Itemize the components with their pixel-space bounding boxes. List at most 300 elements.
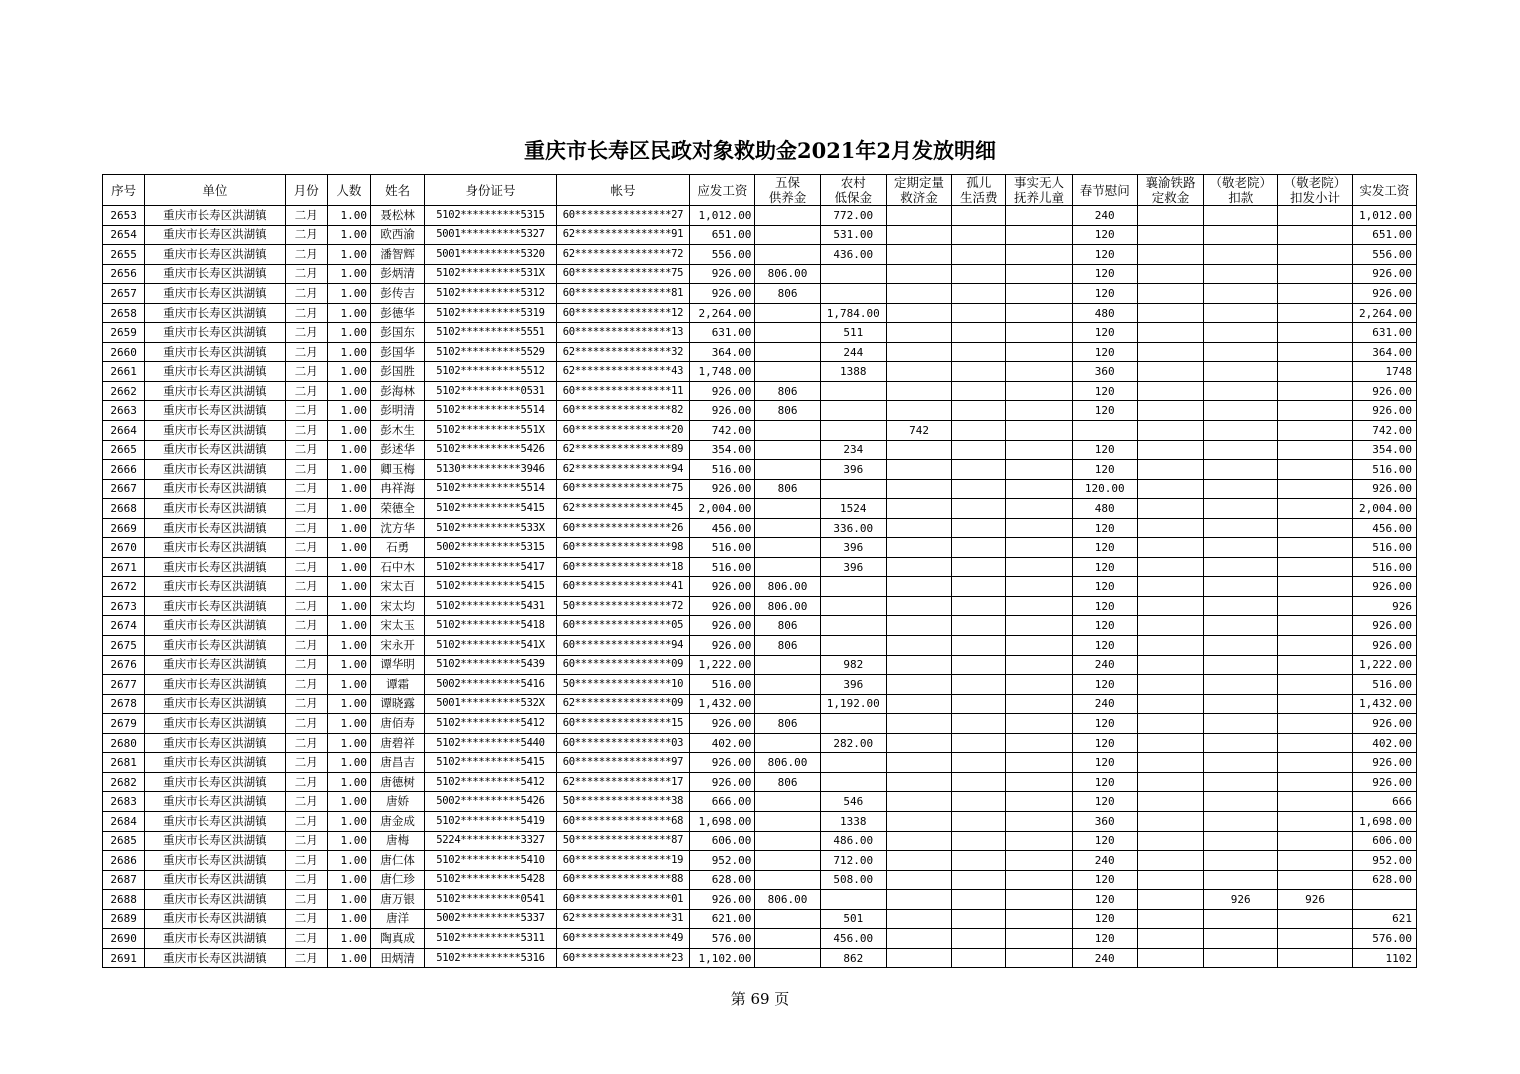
table-cell: [952, 479, 1006, 499]
table-cell: 1.00: [327, 381, 370, 401]
table-cell: [1006, 401, 1072, 421]
table-cell: [1278, 948, 1352, 968]
table-cell: 重庆市长寿区洪湖镇: [145, 362, 286, 382]
table-cell: 唐仁珍: [371, 870, 425, 890]
table-cell: [755, 303, 820, 323]
table-cell: 651.00: [690, 225, 755, 245]
table-cell: 二月: [285, 518, 327, 538]
table-cell: 862: [820, 948, 886, 968]
table-row: [103, 792, 1417, 812]
table-cell: 宋太玉: [371, 616, 425, 636]
table-cell: 唐昌吉: [371, 753, 425, 773]
table-cell: 谭华明: [371, 655, 425, 675]
table-cell: 60****************97: [556, 753, 690, 773]
relief-fund-table: [102, 174, 1417, 968]
table-row: [103, 342, 1417, 362]
table-cell: 60****************20: [556, 421, 690, 441]
table-cell: 60****************18: [556, 557, 690, 577]
table-cell: [1204, 401, 1278, 421]
table-cell: 50****************38: [556, 792, 690, 812]
table-cell: [1278, 596, 1352, 616]
table-cell: 5102**********5514: [425, 401, 557, 421]
table-cell: 1.00: [327, 225, 370, 245]
table-cell: 982: [820, 655, 886, 675]
table-cell: 1,222.00: [1352, 655, 1416, 675]
table-cell: 806: [755, 772, 820, 792]
table-cell: 二月: [285, 753, 327, 773]
table-cell: [1006, 772, 1072, 792]
table-cell: [952, 460, 1006, 480]
table-cell: 1.00: [327, 948, 370, 968]
table-cell: 240: [1072, 694, 1137, 714]
table-cell: 重庆市长寿区洪湖镇: [145, 909, 286, 929]
table-cell: 120: [1072, 636, 1137, 656]
table-cell: 5102**********5428: [425, 870, 557, 890]
table-cell: 240: [1072, 655, 1137, 675]
table-cell: 二月: [285, 460, 327, 480]
table-cell: 荣德全: [371, 499, 425, 519]
table-cell: [1204, 929, 1278, 949]
table-cell: 重庆市长寿区洪湖镇: [145, 264, 286, 284]
table-cell: [1278, 381, 1352, 401]
table-row: [103, 733, 1417, 753]
table-cell: [1137, 284, 1203, 304]
table-cell: 621: [1352, 909, 1416, 929]
table-cell: 1,698.00: [1352, 811, 1416, 831]
table-cell: [1278, 714, 1352, 734]
table-row: [103, 499, 1417, 519]
table-cell: 516.00: [1352, 538, 1416, 558]
table-cell: 2685: [103, 831, 145, 851]
table-cell: [1278, 421, 1352, 441]
table-cell: 234: [820, 440, 886, 460]
table-cell: [952, 811, 1006, 831]
table-cell: 1388: [820, 362, 886, 382]
table-cell: [1278, 342, 1352, 362]
table-cell: 926.00: [1352, 616, 1416, 636]
table-cell: 806: [755, 381, 820, 401]
table-cell: 1.00: [327, 890, 370, 910]
table-cell: [886, 929, 951, 949]
table-cell: [1137, 401, 1203, 421]
table-row: [103, 362, 1417, 382]
table-cell: [1006, 323, 1072, 343]
table-cell: [1006, 636, 1072, 656]
table-cell: [1006, 245, 1072, 265]
table-cell: [952, 890, 1006, 910]
table-cell: 2665: [103, 440, 145, 460]
table-cell: 2656: [103, 264, 145, 284]
table-cell: 2674: [103, 616, 145, 636]
table-cell: 360: [1072, 362, 1137, 382]
table-cell: [952, 440, 1006, 460]
table-cell: [952, 636, 1006, 656]
table-cell: 1.00: [327, 792, 370, 812]
table-cell: [952, 694, 1006, 714]
table-cell: 二月: [285, 303, 327, 323]
column-header: 帐号: [556, 175, 690, 206]
table-cell: [1278, 440, 1352, 460]
table-cell: 60****************01: [556, 890, 690, 910]
table-cell: [1137, 206, 1203, 226]
table-cell: [1006, 225, 1072, 245]
table-cell: 宋太百: [371, 577, 425, 597]
table-cell: 1.00: [327, 421, 370, 441]
table-cell: 516.00: [1352, 557, 1416, 577]
table-cell: [755, 518, 820, 538]
table-cell: [886, 479, 951, 499]
table-cell: 1,102.00: [690, 948, 755, 968]
table-cell: 60****************94: [556, 636, 690, 656]
table-cell: 5102**********5415: [425, 499, 557, 519]
table-cell: 120: [1072, 890, 1137, 910]
column-header: 事实无人 抚养儿童: [1006, 175, 1072, 206]
table-cell: 240: [1072, 206, 1137, 226]
table-cell: [1204, 792, 1278, 812]
table-cell: [886, 557, 951, 577]
table-cell: [1137, 499, 1203, 519]
table-cell: [1137, 557, 1203, 577]
table-cell: [886, 440, 951, 460]
table-cell: 1338: [820, 811, 886, 831]
table-cell: 二月: [285, 440, 327, 460]
table-cell: 806: [755, 401, 820, 421]
table-cell: 120: [1072, 616, 1137, 636]
table-cell: 480: [1072, 499, 1137, 519]
table-cell: 2687: [103, 870, 145, 890]
table-cell: [1137, 577, 1203, 597]
table-cell: 5102**********5417: [425, 557, 557, 577]
table-cell: [755, 323, 820, 343]
table-cell: 5102**********531X: [425, 264, 557, 284]
table-cell: [755, 655, 820, 675]
table-cell: 396: [820, 675, 886, 695]
table-cell: 651.00: [1352, 225, 1416, 245]
table-cell: 2655: [103, 245, 145, 265]
table-cell: [820, 381, 886, 401]
table-cell: [886, 948, 951, 968]
table-cell: 重庆市长寿区洪湖镇: [145, 225, 286, 245]
table-cell: 聂松林: [371, 206, 425, 226]
column-header: 五保 供养金: [755, 175, 820, 206]
table-cell: 石勇: [371, 538, 425, 558]
table-cell: 402.00: [1352, 733, 1416, 753]
table-cell: [1204, 577, 1278, 597]
table-cell: [755, 811, 820, 831]
table-cell: [1137, 655, 1203, 675]
table-cell: 62****************91: [556, 225, 690, 245]
table-cell: 806.00: [755, 264, 820, 284]
table-cell: 唐仁体: [371, 851, 425, 871]
table-cell: 120: [1072, 772, 1137, 792]
table-cell: 742: [886, 421, 951, 441]
table-cell: 唐梅: [371, 831, 425, 851]
table-cell: 5130**********3946: [425, 460, 557, 480]
table-cell: 1.00: [327, 851, 370, 871]
table-cell: [886, 538, 951, 558]
table-cell: [1137, 870, 1203, 890]
table-cell: [820, 284, 886, 304]
table-cell: [1204, 733, 1278, 753]
table-cell: 谭晓露: [371, 694, 425, 714]
table-cell: 2,264.00: [690, 303, 755, 323]
table-cell: [1204, 460, 1278, 480]
table-cell: 1.00: [327, 401, 370, 421]
table-cell: 5102**********551X: [425, 421, 557, 441]
table-cell: 5224**********3327: [425, 831, 557, 851]
table-cell: [1006, 421, 1072, 441]
table-cell: 531.00: [820, 225, 886, 245]
table-cell: 沈方华: [371, 518, 425, 538]
table-cell: 重庆市长寿区洪湖镇: [145, 440, 286, 460]
table-cell: 240: [1072, 851, 1137, 871]
table-cell: [952, 323, 1006, 343]
table-cell: [1137, 264, 1203, 284]
table-row: [103, 811, 1417, 831]
table-cell: 60****************09: [556, 655, 690, 675]
table-cell: [1204, 831, 1278, 851]
table-cell: [1006, 264, 1072, 284]
table-cell: 重庆市长寿区洪湖镇: [145, 753, 286, 773]
table-cell: 1.00: [327, 675, 370, 695]
table-cell: 511: [820, 323, 886, 343]
table-row: [103, 460, 1417, 480]
table-cell: [1204, 206, 1278, 226]
table-cell: 二月: [285, 245, 327, 265]
table-cell: 480: [1072, 303, 1137, 323]
column-header: 身份证号: [425, 175, 557, 206]
table-cell: 重庆市长寿区洪湖镇: [145, 499, 286, 519]
table-cell: [820, 479, 886, 499]
table-cell: 354.00: [690, 440, 755, 460]
table-cell: 5102**********533X: [425, 518, 557, 538]
table-row: [103, 890, 1417, 910]
table-cell: 2677: [103, 675, 145, 695]
table-cell: 重庆市长寿区洪湖镇: [145, 694, 286, 714]
table-cell: 彭明清: [371, 401, 425, 421]
table-cell: [1137, 518, 1203, 538]
table-cell: 重庆市长寿区洪湖镇: [145, 811, 286, 831]
table-cell: 1.00: [327, 499, 370, 519]
table-cell: 2671: [103, 557, 145, 577]
table-cell: 5102**********5315: [425, 206, 557, 226]
table-cell: [952, 362, 1006, 382]
table-cell: 1.00: [327, 245, 370, 265]
table-cell: 806.00: [755, 753, 820, 773]
table-cell: [1137, 753, 1203, 773]
table-cell: 1,432.00: [1352, 694, 1416, 714]
table-cell: 2690: [103, 929, 145, 949]
table-cell: [1278, 733, 1352, 753]
table-cell: [755, 694, 820, 714]
table-cell: 2675: [103, 636, 145, 656]
table-cell: 二月: [285, 948, 327, 968]
table-cell: 1.00: [327, 733, 370, 753]
table-cell: 二月: [285, 557, 327, 577]
table-cell: [1137, 929, 1203, 949]
table-cell: [1278, 831, 1352, 851]
table-cell: [1278, 655, 1352, 675]
table-cell: [886, 655, 951, 675]
table-cell: 1.00: [327, 440, 370, 460]
table-cell: 二月: [285, 479, 327, 499]
table-cell: 2672: [103, 577, 145, 597]
table-row: [103, 323, 1417, 343]
table-cell: [1204, 264, 1278, 284]
table-row: [103, 206, 1417, 226]
table-cell: [886, 636, 951, 656]
column-header: 农村 低保金: [820, 175, 886, 206]
table-cell: 60****************82: [556, 401, 690, 421]
table-cell: [820, 577, 886, 597]
table-cell: 2,004.00: [1352, 499, 1416, 519]
table-cell: 606.00: [1352, 831, 1416, 851]
table-cell: 重庆市长寿区洪湖镇: [145, 616, 286, 636]
table-cell: [952, 909, 1006, 929]
table-cell: [952, 577, 1006, 597]
table-cell: [755, 831, 820, 851]
table-cell: 彭国东: [371, 323, 425, 343]
page-title: 重庆市长寿区民政对象救助金2021年2月发放明细: [523, 138, 997, 163]
table-cell: 重庆市长寿区洪湖镇: [145, 460, 286, 480]
table-cell: 5102**********0541: [425, 890, 557, 910]
table-cell: [886, 772, 951, 792]
table-cell: 彭国胜: [371, 362, 425, 382]
table-cell: [1204, 518, 1278, 538]
column-header: 人数: [327, 175, 370, 206]
table-cell: [952, 381, 1006, 401]
table-cell: [1006, 538, 1072, 558]
table-cell: 彭木生: [371, 421, 425, 441]
table-cell: [1204, 245, 1278, 265]
table-cell: 5102**********5440: [425, 733, 557, 753]
table-row: [103, 557, 1417, 577]
table-cell: [952, 499, 1006, 519]
table-cell: [1072, 421, 1137, 441]
table-cell: [952, 792, 1006, 812]
table-cell: [1137, 694, 1203, 714]
table-cell: [952, 225, 1006, 245]
table-cell: 1,012.00: [1352, 206, 1416, 226]
table-cell: 卿玉梅: [371, 460, 425, 480]
table-cell: [886, 518, 951, 538]
table-cell: 2683: [103, 792, 145, 812]
table-cell: 926.00: [690, 381, 755, 401]
table-cell: 772.00: [820, 206, 886, 226]
table-cell: [1204, 772, 1278, 792]
table-cell: 806: [755, 616, 820, 636]
table-row: [103, 772, 1417, 792]
table-cell: [1204, 381, 1278, 401]
table-cell: 二月: [285, 636, 327, 656]
table-cell: 2670: [103, 538, 145, 558]
table-cell: [1006, 890, 1072, 910]
table-cell: 5102**********5512: [425, 362, 557, 382]
table-cell: 120: [1072, 225, 1137, 245]
table-cell: 120: [1072, 792, 1137, 812]
table-cell: 5102**********5551: [425, 323, 557, 343]
table-cell: 556.00: [1352, 245, 1416, 265]
table-cell: [1137, 675, 1203, 695]
table-cell: 重庆市长寿区洪湖镇: [145, 323, 286, 343]
table-cell: 重庆市长寿区洪湖镇: [145, 557, 286, 577]
table-cell: 二月: [285, 909, 327, 929]
table-cell: [755, 538, 820, 558]
table-cell: [886, 909, 951, 929]
table-cell: [1204, 616, 1278, 636]
table-cell: [1204, 557, 1278, 577]
table-cell: [952, 655, 1006, 675]
table-cell: 2688: [103, 890, 145, 910]
table-cell: 二月: [285, 538, 327, 558]
table-cell: 二月: [285, 831, 327, 851]
table-cell: 120: [1072, 323, 1137, 343]
table-cell: [1278, 753, 1352, 773]
table-cell: 1.00: [327, 518, 370, 538]
table-cell: 62****************31: [556, 909, 690, 929]
table-cell: 二月: [285, 577, 327, 597]
table-cell: 重庆市长寿区洪湖镇: [145, 831, 286, 851]
table-cell: 712.00: [820, 851, 886, 871]
table-cell: [755, 851, 820, 871]
table-cell: 1.00: [327, 362, 370, 382]
table-cell: [1278, 851, 1352, 871]
table-cell: [755, 675, 820, 695]
table-cell: [755, 909, 820, 929]
table-cell: 5102**********5311: [425, 929, 557, 949]
table-cell: 516.00: [690, 538, 755, 558]
table-cell: 二月: [285, 811, 327, 831]
table-cell: 2669: [103, 518, 145, 538]
table-cell: 120: [1072, 675, 1137, 695]
table-cell: 彭述华: [371, 440, 425, 460]
table-cell: 重庆市长寿区洪湖镇: [145, 890, 286, 910]
table-cell: 2686: [103, 851, 145, 871]
table-row: [103, 381, 1417, 401]
table-row: [103, 284, 1417, 304]
table-cell: [886, 303, 951, 323]
table-cell: [952, 596, 1006, 616]
table-cell: [952, 284, 1006, 304]
table-cell: 1,698.00: [690, 811, 755, 831]
table-cell: 396: [820, 460, 886, 480]
table-cell: [1278, 694, 1352, 714]
table-cell: [1137, 811, 1203, 831]
table-cell: 508.00: [820, 870, 886, 890]
table-cell: [1204, 596, 1278, 616]
table-cell: 926.00: [690, 596, 755, 616]
table-cell: [1278, 362, 1352, 382]
table-cell: 彭传吉: [371, 284, 425, 304]
table-cell: [1278, 206, 1352, 226]
table-cell: [820, 636, 886, 656]
table-cell: 二月: [285, 851, 327, 871]
table-cell: [1006, 616, 1072, 636]
table-cell: 2684: [103, 811, 145, 831]
table-cell: [886, 714, 951, 734]
table-cell: 666.00: [690, 792, 755, 812]
table-cell: 1.00: [327, 655, 370, 675]
table-cell: [886, 890, 951, 910]
table-cell: [1204, 636, 1278, 656]
table-cell: 重庆市长寿区洪湖镇: [145, 479, 286, 499]
table-cell: [1137, 440, 1203, 460]
table-cell: 60****************88: [556, 870, 690, 890]
table-cell: 926.00: [1352, 479, 1416, 499]
table-cell: [952, 753, 1006, 773]
table-cell: 2661: [103, 362, 145, 382]
table-cell: 120: [1072, 401, 1137, 421]
